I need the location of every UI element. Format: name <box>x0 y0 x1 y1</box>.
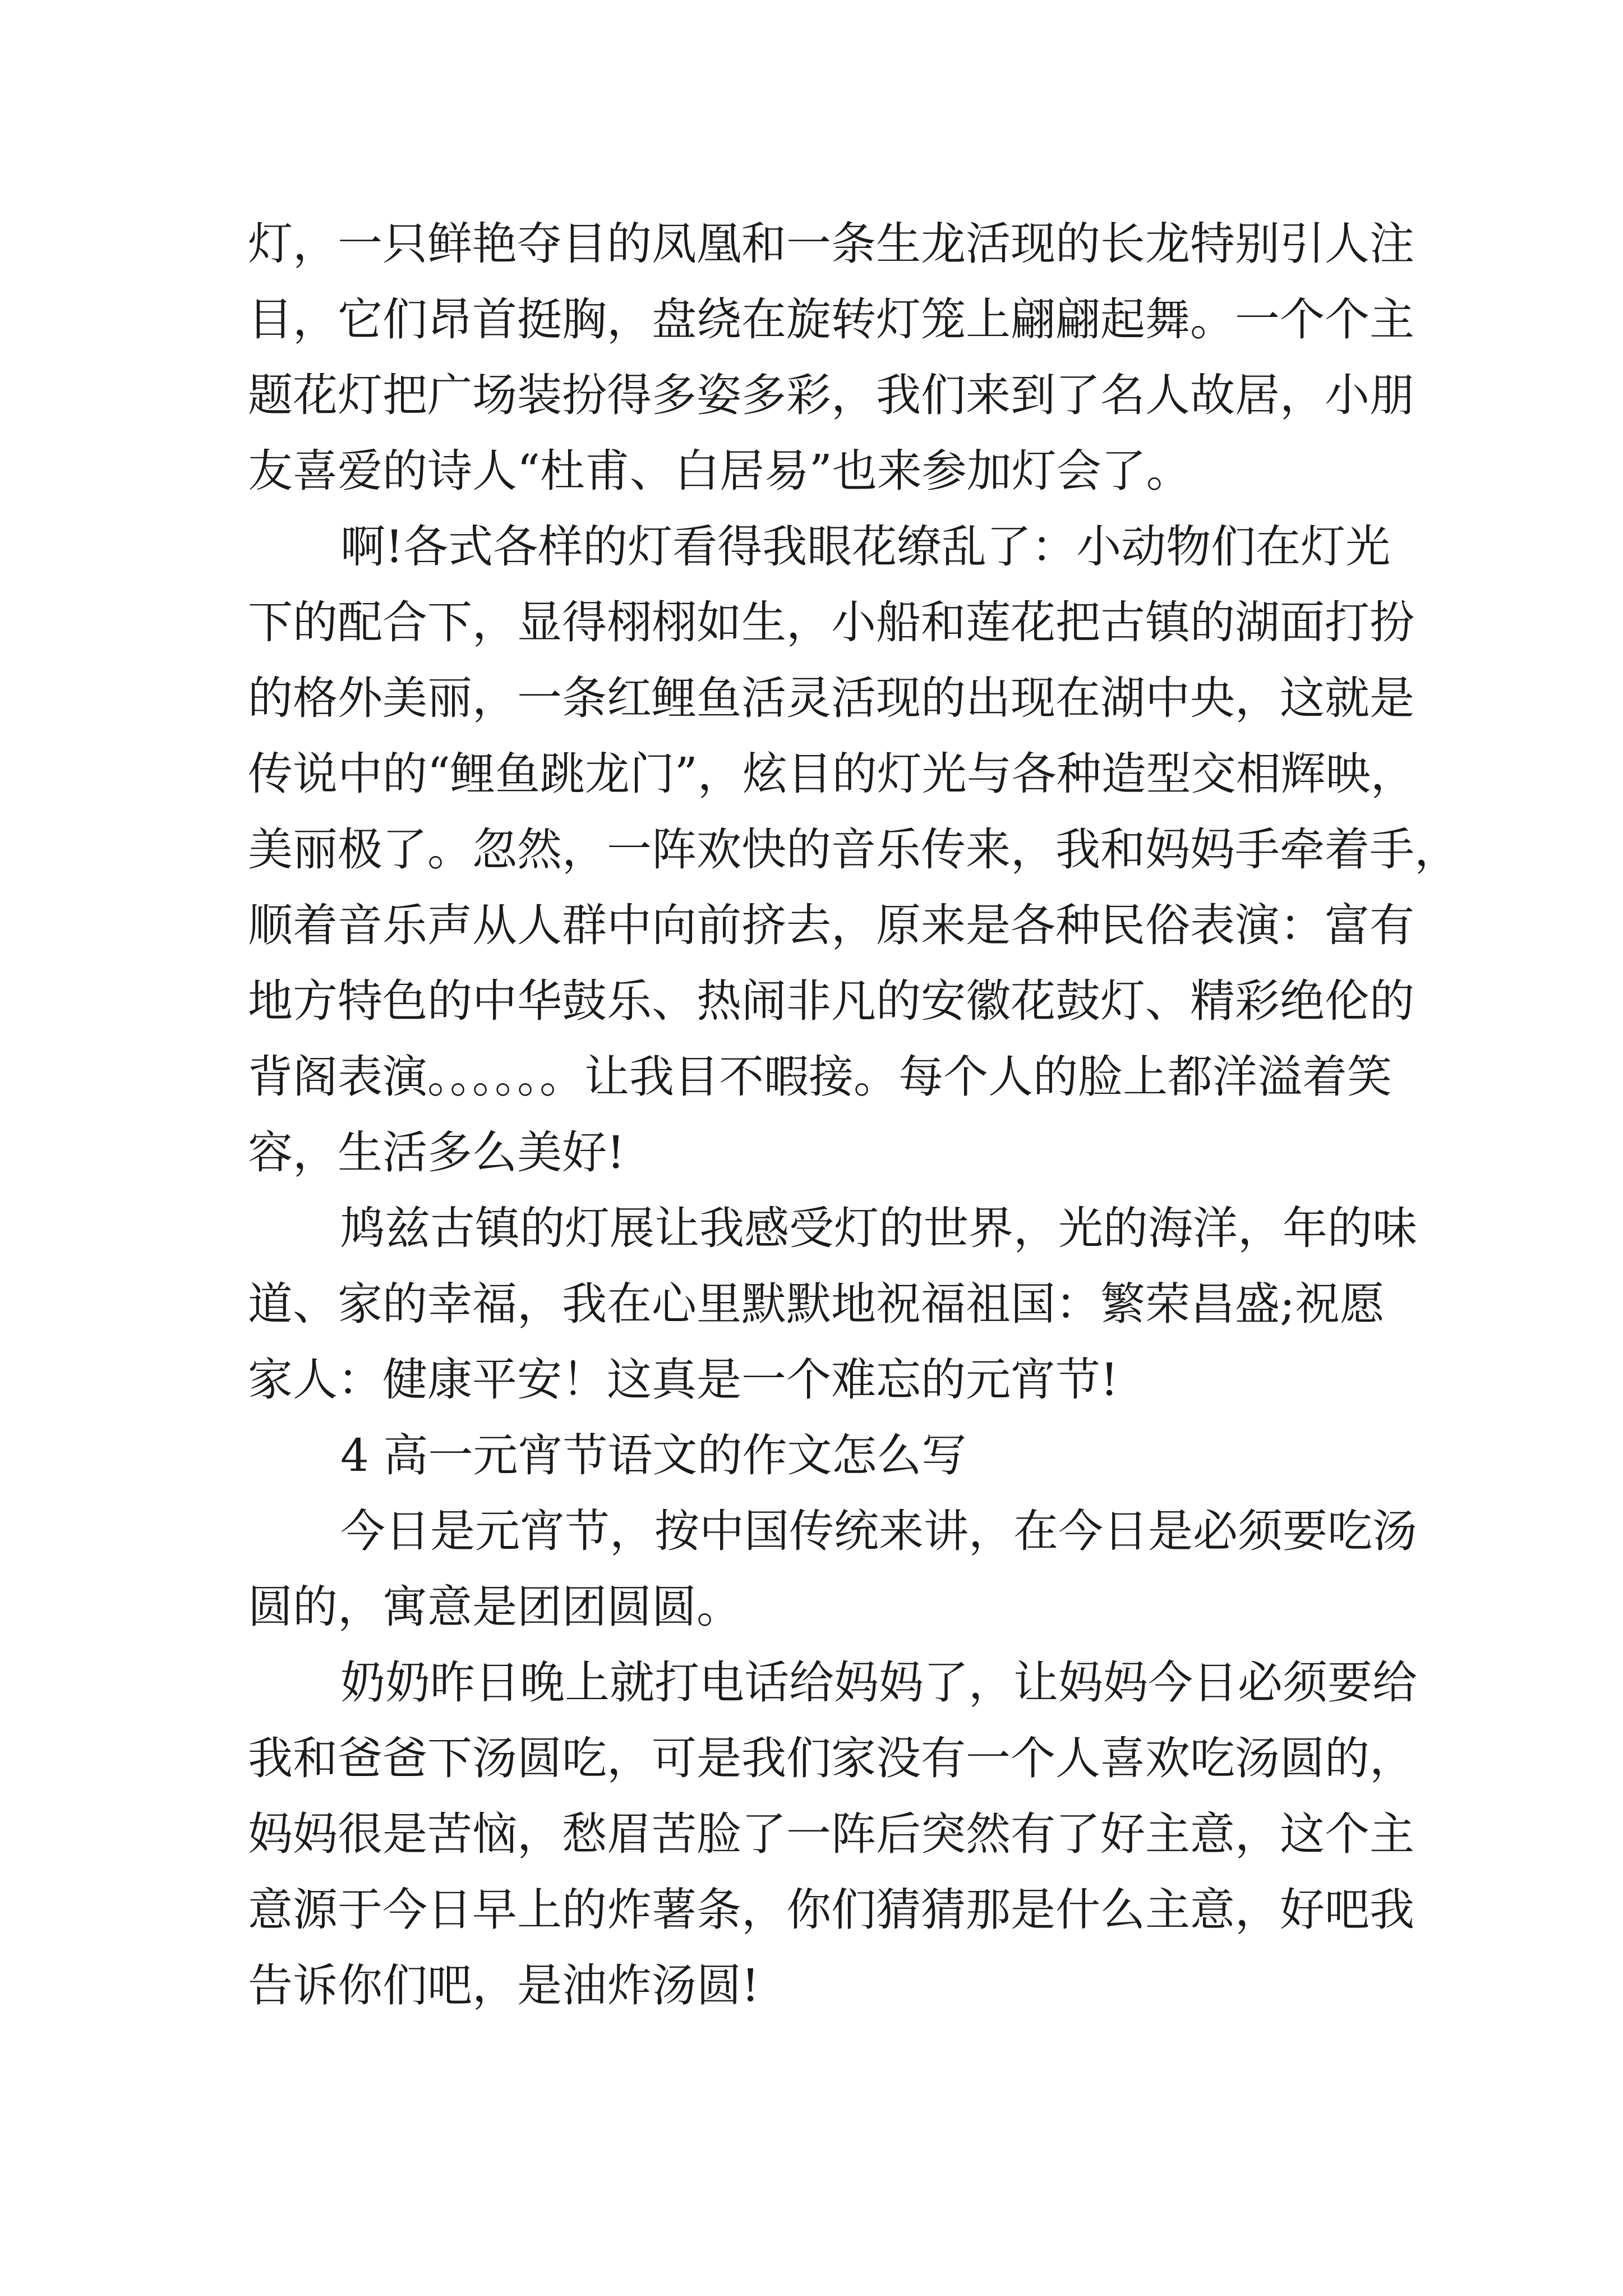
body-text-line: 容，生活多么美好! <box>248 1126 625 1179</box>
paragraph-first-line: 啊!各式各样的灯看得我眼花缭乱了：小动物们在灯光 <box>340 521 1391 573</box>
body-text-line: 我和爸爸下汤圆吃，可是我们家没有一个人喜欢吃汤圆的， <box>248 1732 1414 1784</box>
paragraph-first-line: 鸠兹古镇的灯展让我感受灯的世界，光的海洋，年的味 <box>340 1202 1417 1254</box>
body-text-line: 意源于今日早上的炸薯条，你们猜猜那是什么主意，好吧我 <box>248 1884 1414 1936</box>
body-text-line: 的格外美丽，一条红鲤鱼活灵活现的出现在湖中央，这就是 <box>248 672 1414 724</box>
body-text-line: 传说中的“鲤鱼跳龙门”，炫目的灯光与各种造型交相辉映， <box>248 748 1415 800</box>
body-text-line: 地方特色的中华鼓乐、热闹非凡的安徽花鼓灯、精彩绝伦的 <box>248 975 1414 1027</box>
body-text-line: 友喜爱的诗人“杜甫、白居易”也来参加灯会了。 <box>248 445 1191 497</box>
body-text-line: 圆的，寓意是团团圆圆。 <box>248 1581 741 1633</box>
section-heading: 4 高一元宵节语文的作文怎么写 <box>340 1429 967 1481</box>
paragraph-first-line: 今日是元宵节，按中国传统来讲，在今日是必须要吃汤 <box>340 1505 1417 1557</box>
body-text-line: 道、家的幸福，我在心里默默地祝福祖国：繁荣昌盛;祝愿 <box>248 1278 1385 1330</box>
body-text-line: 题花灯把广场装扮得多姿多彩，我们来到了名人故居，小朋 <box>248 369 1414 421</box>
body-text-line: 目，它们昂首挺胸，盘绕在旋转灯笼上翩翩起舞。一个个主 <box>248 293 1414 346</box>
body-text-line: 家人：健康平安！这真是一个难忘的元宵节! <box>248 1354 1119 1406</box>
body-text-line: 背阁表演。。。。。。让我目不暇接。每个人的脸上都洋溢着笑 <box>248 1051 1392 1103</box>
body-text-line: 美丽极了。忽然，一阵欢快的音乐传来，我和妈妈手牵着手， <box>248 823 1459 876</box>
body-text-line: 下的配合下，显得栩栩如生，小船和莲花把古镇的湖面打扮 <box>248 596 1414 648</box>
body-text-line: 灯，一只鲜艳夺目的凤凰和一条生龙活现的长龙特别引人注 <box>248 218 1414 270</box>
body-text-line: 妈妈很是苦恼，愁眉苦脸了一阵后突然有了好主意，这个主 <box>248 1808 1414 1860</box>
paragraph-first-line: 奶奶昨日晚上就打电话给妈妈了，让妈妈今日必须要给 <box>340 1657 1417 1709</box>
body-text-line: 告诉你们吧，是油炸汤圆! <box>248 1959 760 2012</box>
body-text-line: 顺着音乐声从人群中向前挤去，原来是各种民俗表演：富有 <box>248 899 1414 951</box>
